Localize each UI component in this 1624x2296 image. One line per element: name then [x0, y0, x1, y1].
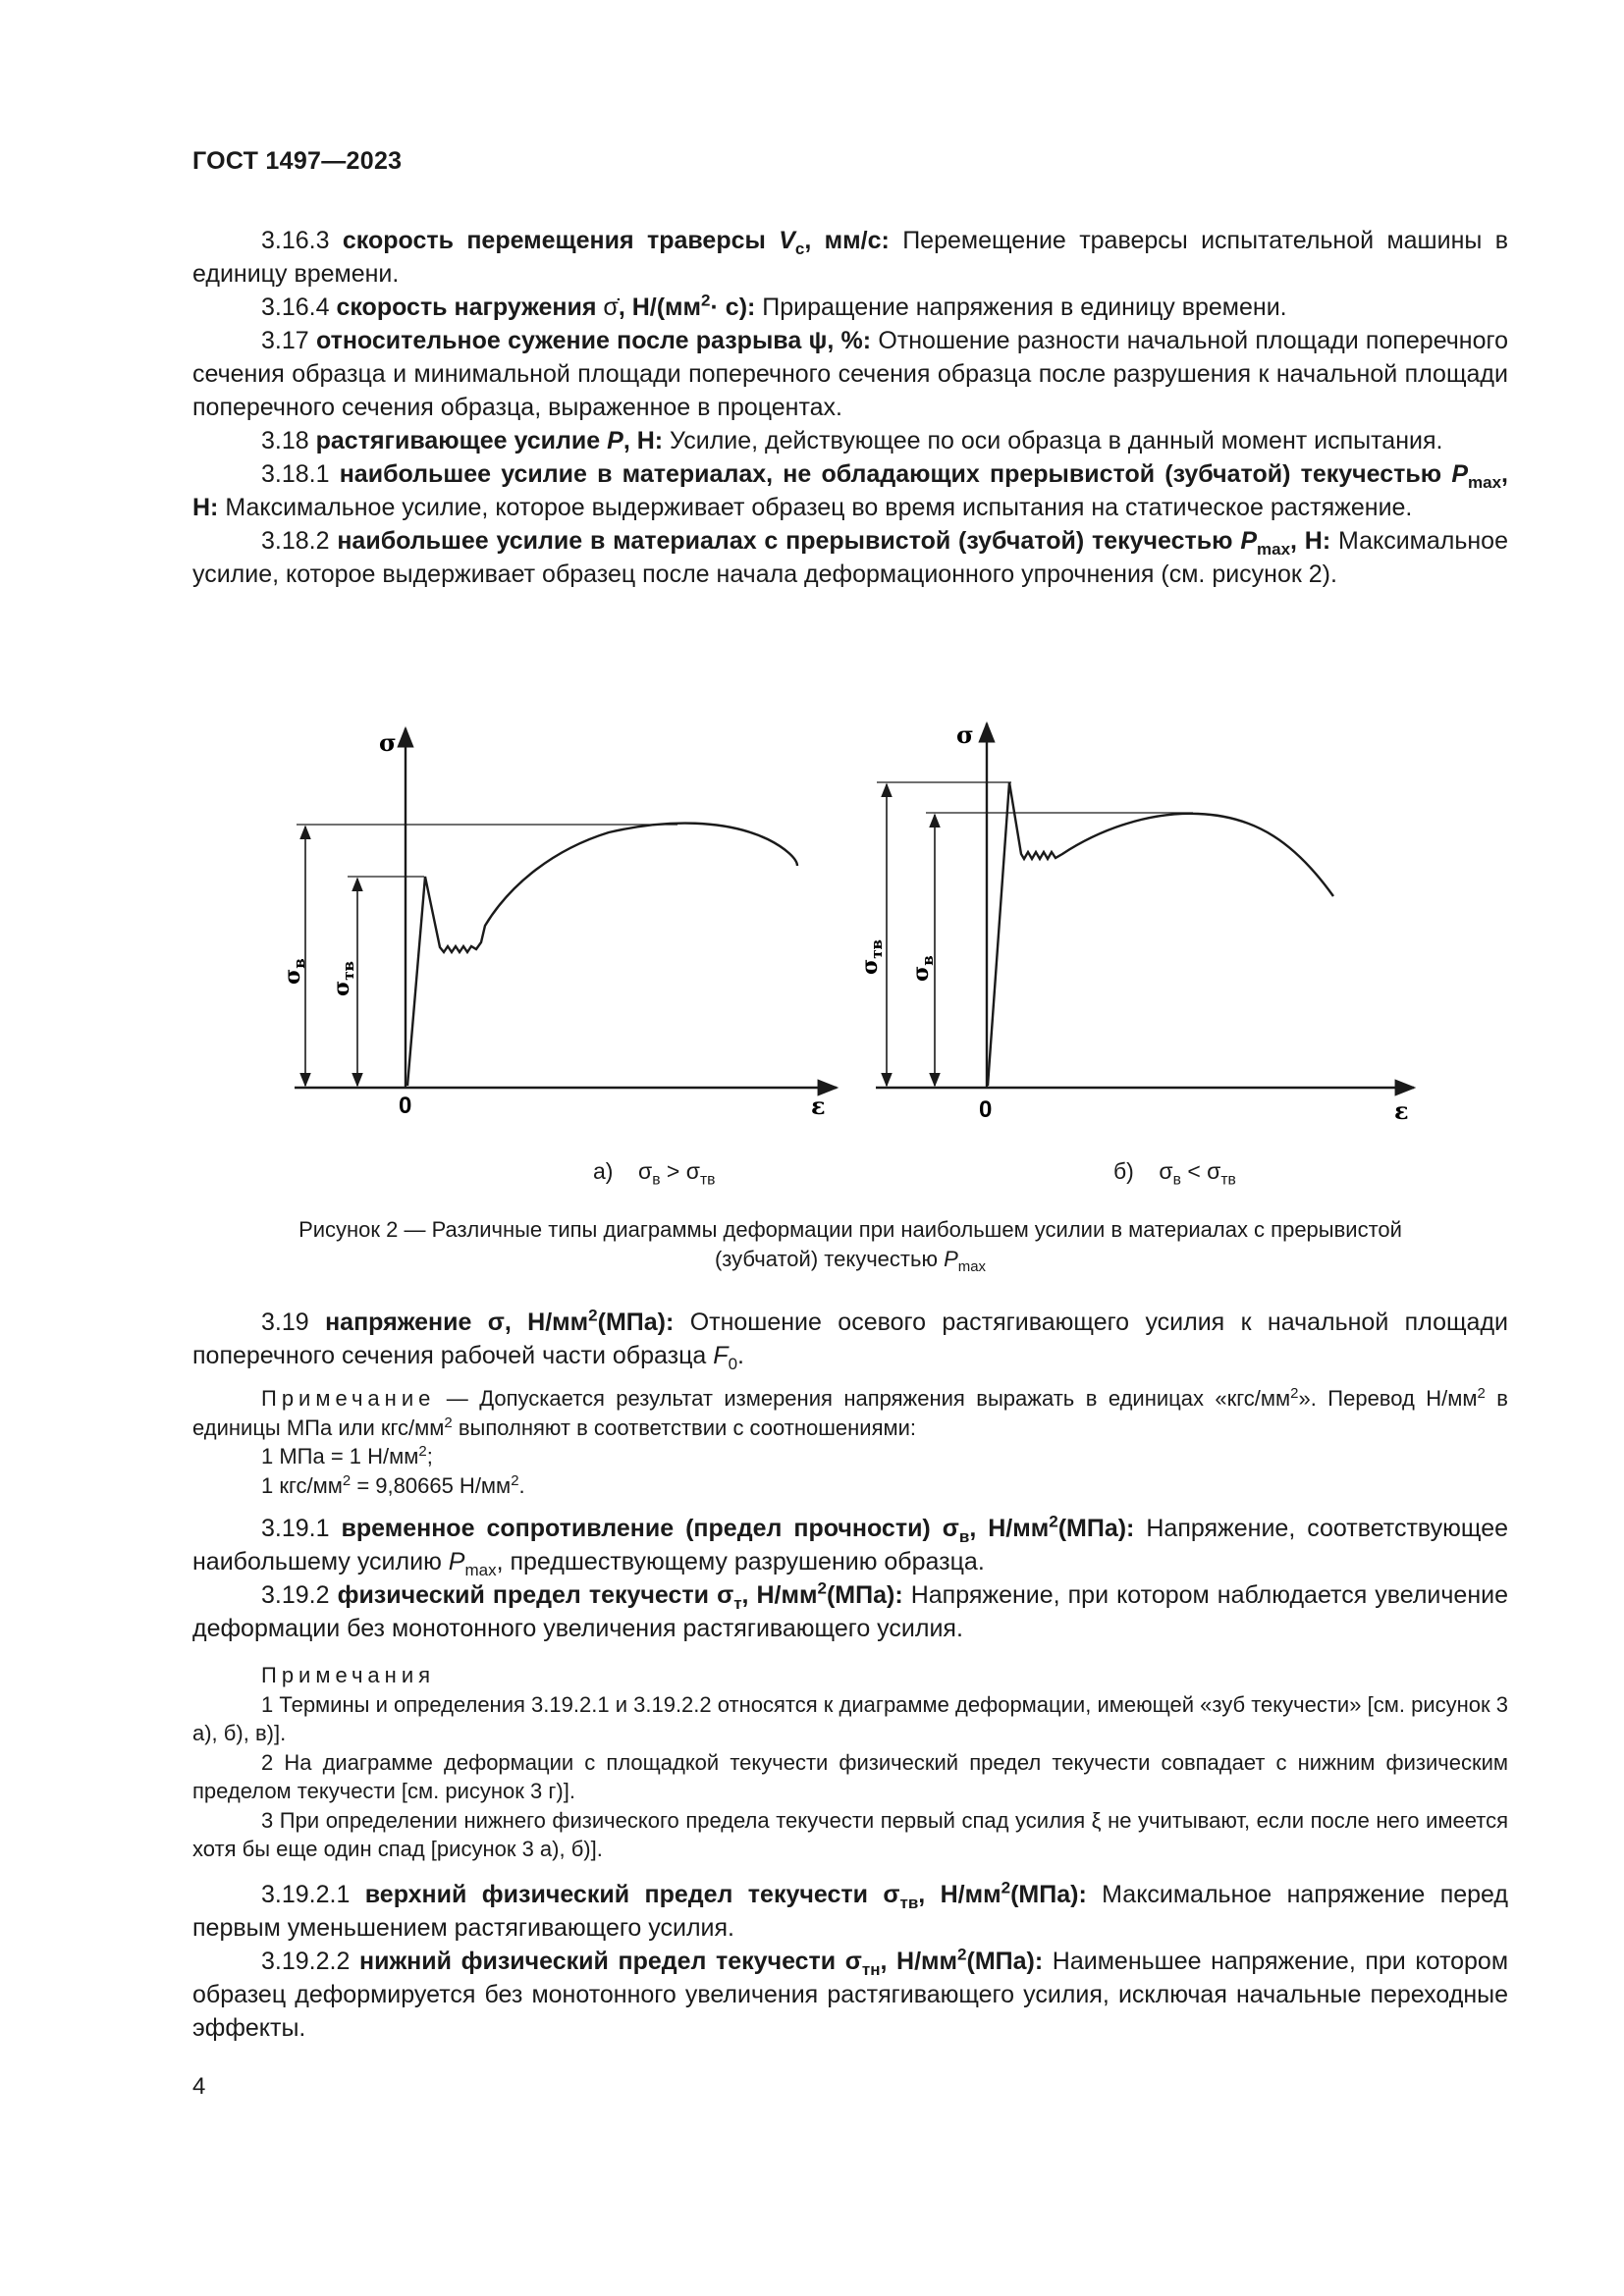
- term: относительное сужение после разрыва ψ, %:: [315, 327, 872, 354]
- diagram-a-origin-label: 0: [399, 1093, 412, 1119]
- notes-label: Примечания: [261, 1663, 436, 1687]
- note-item-2: 2 На диаграмме деформации с площадкой текучести физический предел текучести совпадает с нижним физическим пределом текучести [см. рисунок 3 г)].: [192, 1749, 1508, 1803]
- term: верхний физический предел текучести: [364, 1880, 868, 1908]
- figure-2: [0, 712, 1624, 1189]
- clause-3-17: 3.17 относительное сужение после разрыва ψ, %: Отношение разности начальной площади поперечного сечения образца и минимальной площади поперечного сечения образца после разрушения к начальной площади поперечного сечения образца, выраженное в процентах.: [192, 327, 1508, 421]
- clause-3-19: 3.19 напряжение σ, $Н/мм^2(МПа)$: Отношение осевого растягивающего усилия к начальной площади поперечного сечения рабочей части образца $F_0$.: [192, 1306, 1508, 1373]
- diagram-b-sigma-label: σ: [956, 721, 974, 749]
- diagram-a-curve: [407, 824, 797, 1086]
- note-item-1: 1 Термины и определения 3.19.2.1 и 3.19.2.2 относятся к диаграмме деформации, имеющей «зуб текучести» [см. рисунок 3 а), б), в)].: [192, 1691, 1508, 1745]
- term: наибольшее усилие в материалах с прерывистой (зубчатой) текучестью: [337, 527, 1233, 555]
- page-number: 4: [192, 2073, 206, 2100]
- diagram-a-caption: а) $\sigma_в > \sigma_{тв}$: [593, 1158, 716, 1189]
- clause-3-18-1: 3.18.1 наибольшее усилие в материалах, не обладающих прерывистой (зубчатой) текучестью $P_{max}$, Н: Максимальное усилие, которое выдерживает образец во время испытания на статическое растяжение.: [192, 460, 1508, 521]
- diagram-b-curve: [988, 782, 1333, 1086]
- figure-2-caption: Рисунок 2 — Различные типы диаграммы деформации при наибольшем усилии в материалах с прерывистой (зубчатой) текучестью $P_{max}$: [298, 1217, 1402, 1276]
- clause-3-19-2: 3.19.2 физический предел текучести $\sigma_т$, $Н/мм^2(МПа)$: Напряжение, при котором наблюдается увеличение деформации без монотонного увеличения растягивающего усилия.: [192, 1578, 1508, 1642]
- note-label: Примечание: [261, 1386, 436, 1411]
- diagram-a: [295, 728, 837, 1088]
- clause-3-16-3: 3.16.3 скорость перемещения траверсы $V_c$, мм/с: Перемещение траверсы испытательной машины в единицу времени.: [192, 227, 1508, 288]
- clause-3-16-4: 3.16.4 скорость нагружения σ̇, $Н/(мм^2\cdot с)$: Приращение напряжения в единицу времени.: [261, 291, 1287, 321]
- note-formula-2: 1 кгс/$мм^2 = 9,80665$ $Н/мм^2$.: [261, 1471, 525, 1498]
- clause-3-19-2-1: 3.19.2.1 верхний физический предел текучести $\sigma_{тв}$, $Н/мм^2(МПа)$: Максимальное напряжение перед первым уменьшением растягивающего усилия.: [192, 1878, 1508, 1942]
- term: скорость перемещения траверсы: [342, 227, 766, 254]
- definitions-lower: [192, 1306, 1508, 2045]
- diagram-a-sigma-tv-label: $\sigma_{тв}$: [329, 961, 357, 996]
- term: скорость нагружения: [336, 294, 597, 321]
- term: растягивающее усилие: [315, 427, 601, 454]
- term: временное сопротивление (предел прочности): [341, 1515, 931, 1542]
- term: физический предел текучести: [337, 1581, 710, 1609]
- diagram-b-eps-label: ε: [1394, 1096, 1409, 1125]
- diagram-b-caption: б) $\sigma_в < \sigma_{тв}$: [1113, 1158, 1236, 1189]
- term: наибольшее усилие в материалах, не обладающих прерывистой (зубчатой) текучестью: [339, 460, 1442, 488]
- term: нижний физический предел текучести: [358, 1947, 837, 1975]
- note-units: Примечание — Допускается результат измерения напряжения выражать в единицах «$кгс/мм^2$». Перевод $Н/мм^2$ в единицы МПа или кгс/$мм^2$ выполняют в соответствии с соотношениями: 1 МПа = 1 $Н/мм^2$; 1 кгс/$мм^2 = 9,80665$ $Н/мм^2$.: [192, 1384, 1508, 1500]
- diagram-b: [876, 723, 1414, 1088]
- note-item-3: 3 При определении нижнего физического предела текучести первый спад усилия ξ не учитывают, если после него имеется хотя бы еще один спад [рисунок 3 а), б)].: [192, 1807, 1508, 1861]
- clause-3-19-2-2: 3.19.2.2 нижний физический предел текучести $\sigma_{тн}$, $Н/мм^2(МПа)$: Наименьшее напряжение, при котором образец деформируется без монотонного увеличения растягивающего усилия, исключая начальные переходные эффекты.: [192, 1945, 1509, 2042]
- deformation-diagrams: [0, 712, 1624, 1189]
- diagram-a-sigma-v-label: $\sigma_в$: [280, 958, 308, 985]
- clause-3-18: 3.18 растягивающее усилие P, Н: Усилие, действующее по оси образца в данный момент испытания.: [261, 427, 1443, 454]
- document-header: ГОСТ 1497—2023: [192, 147, 403, 175]
- diagram-b-origin-label: 0: [979, 1096, 993, 1123]
- diagram-a-sigma-label: σ: [379, 728, 397, 757]
- diagram-b-sigma-tv-label: $\sigma_{тв}$: [857, 939, 886, 975]
- clause-3-19-1: 3.19.1 временное сопротивление (предел прочности) $\sigma_в$, $Н/мм^2(МПа)$: Напряжение, соответствующее наибольшему усилию $P_{max}$, предшествующему разрушению образца.: [192, 1512, 1509, 1579]
- diagram-b-sigma-v-label: $\sigma_в$: [908, 955, 937, 982]
- notes-yield: [192, 1661, 1508, 1864]
- note-formula-1: 1 МПа = 1 $Н/мм^2$;: [261, 1442, 433, 1468]
- term: напряжение σ, Н/мм: [325, 1308, 589, 1336]
- diagram-a-eps-label: ε: [811, 1092, 826, 1120]
- definitions-upper: [192, 224, 1508, 591]
- clause-3-18-2: 3.18.2 наибольшее усилие в материалах с прерывистой (зубчатой) текучестью $P_{max}$, Н: Максимальное усилие, которое выдерживает образец после начала деформационного упрочнения (см. рисунок 2).: [192, 527, 1508, 588]
